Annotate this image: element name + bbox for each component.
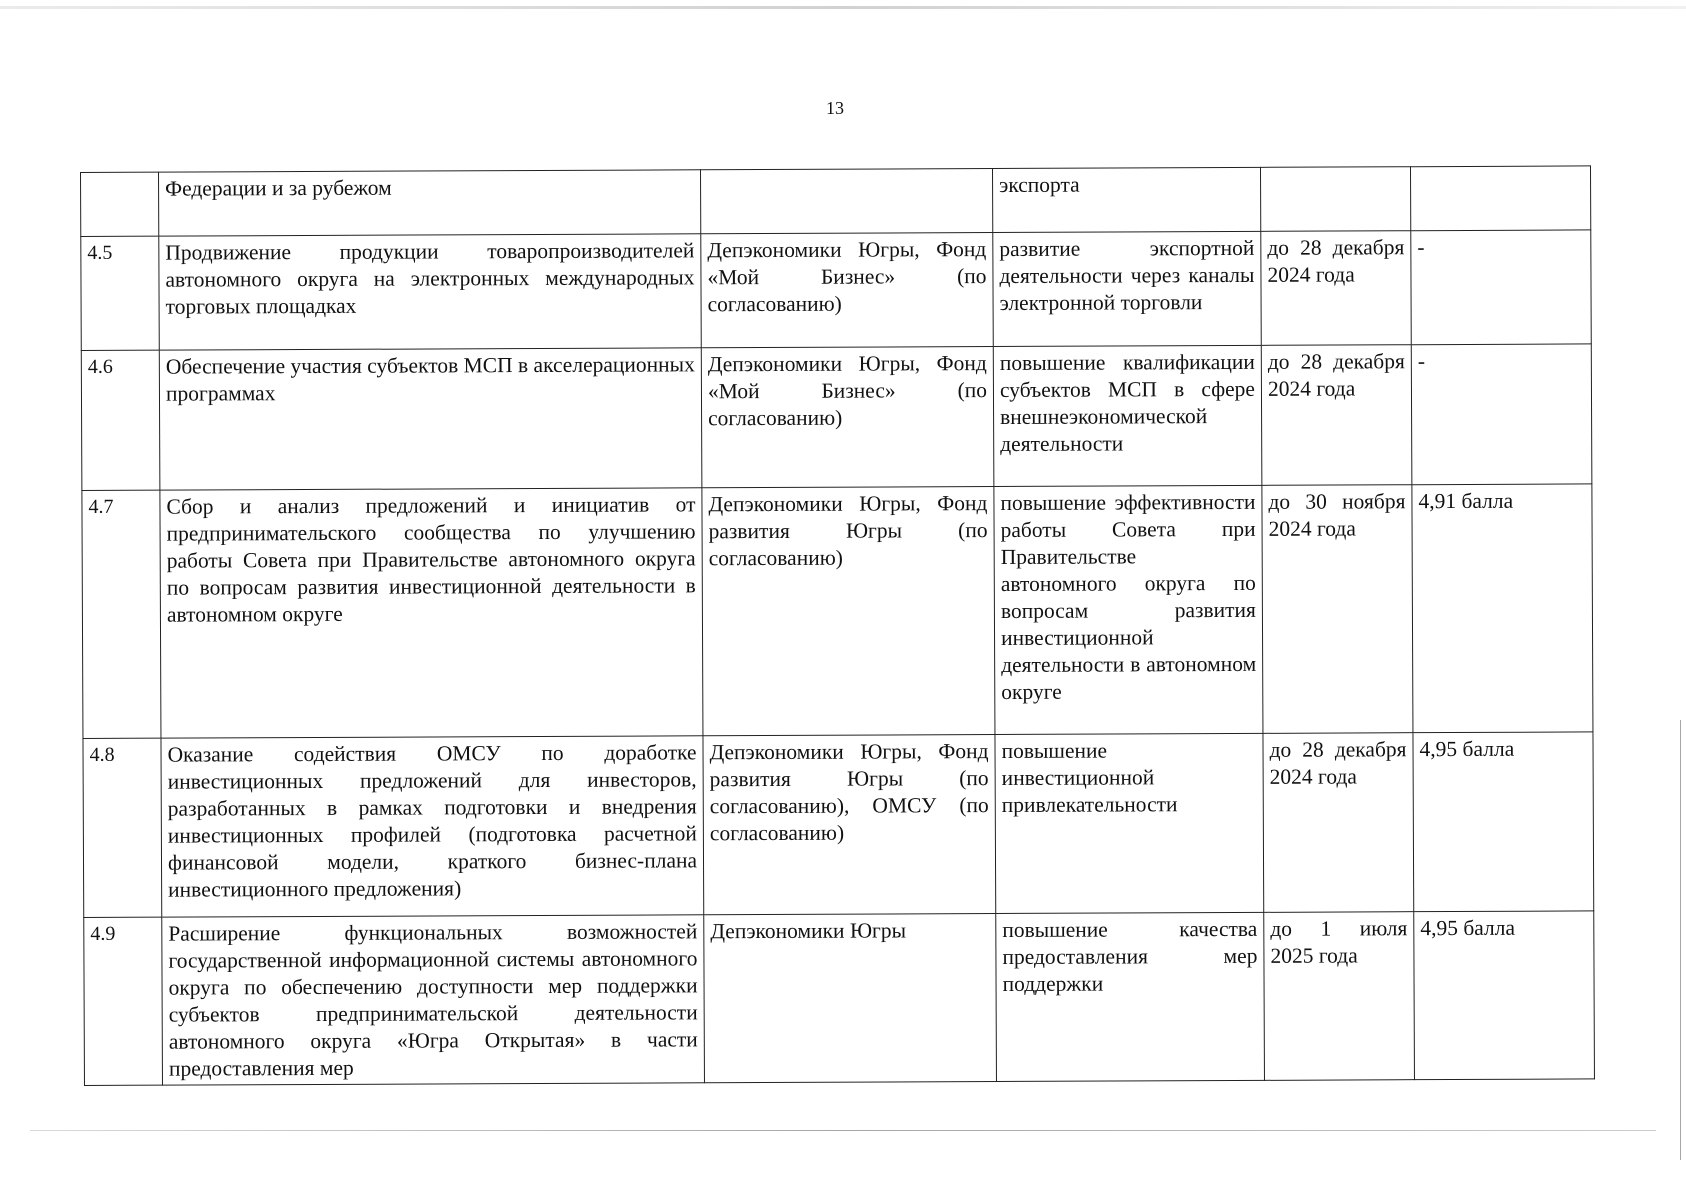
page-number: 13 [826,98,844,118]
table-row [83,732,1594,918]
cell-value: 4,95 балла [1414,911,1595,1080]
cell-measure: Оказание содействия ОМСУ по доработке инвестиционных предложений для инвесторов, разработанных в рамках подготовки и внедрения инвестиционных профилей (подготовка расчетной финансовой модели, краткого бизнес-плана инвестиционного предложения) [161,736,704,917]
cell-responsible [700,169,992,234]
cell-result: повышение эффективности работы Совета при Правительстве автономного округа по вопросам развития инвестиционной деятельности в автономном округе [994,485,1263,734]
cell-measure: Продвижение продукции товаропроизводителей автономного округа на электронных международных торговых площадках [159,234,701,350]
cell-measure: Расширение функциональных возможностей государственной информационной системы автономного округа по обеспечению доступности мер поддержки субъектов предпринимательской деятельности автономного округа «Югра Открытая» в части предоставления мер [162,915,705,1085]
cell-num: 4.9 [84,917,163,1085]
cell-deadline [1260,167,1410,232]
cell-measure: Федерации и за рубежом [159,170,701,236]
cell-responsible: Депэкономики Югры, Фонд «Мой Бизнес» (по согласованию) [701,347,994,488]
scan-edge-shadow [0,6,1686,9]
cell-deadline: до 28 декабря 2024 года [1263,733,1414,913]
cell-num: 4.7 [82,490,161,738]
cell-responsible: Депэкономики Югры, Фонд развития Югры (по согласованию) [702,487,995,736]
cell-result: повышение инвестиционной привлекательности [995,733,1264,913]
table-row [81,230,1591,351]
cell-value: - [1411,230,1591,345]
cell-result: развитие экспортной деятельности через каналы электронной торговли [993,231,1261,346]
measures-table [80,165,1595,1086]
table-row [82,484,1593,739]
scan-right-edge [1680,720,1681,1160]
table-row [81,344,1592,491]
cell-value: 4,91 балла [1412,484,1593,733]
cell-result: экспорта [992,167,1260,232]
cell-responsible: Депэкономики Югры, Фонд «Мой Бизнес» (по согласованию) [701,233,993,348]
cell-result: повышение качества предоставления мер поддержки [996,912,1265,1081]
cell-responsible: Депэкономики Югры, Фонд развития Югры (по согласованию), ОМСУ (по согласованию) [703,735,996,915]
cell-num: 4.6 [81,350,160,490]
cell-responsible: Депэкономики Югры [704,914,997,1083]
table-row [84,911,1595,1086]
cell-value: - [1411,344,1592,485]
cell-deadline: до 1 июля 2025 года [1264,912,1415,1081]
scan-bottom-rule [30,1130,1656,1131]
cell-measure: Обеспечение участия субъектов МСП в акселерационных программах [159,348,702,490]
cell-num: 4.5 [81,236,159,350]
cell-result: повышение квалификации субъектов МСП в сфере внешнеэкономической деятельности [993,345,1262,486]
cell-value [1410,166,1590,231]
cell-num [81,172,159,236]
cell-value: 4,95 балла [1413,732,1594,912]
cell-deadline: до 30 ноября 2024 года [1262,485,1413,734]
table-row-continuation [81,166,1591,237]
cell-deadline: до 28 декабря 2024 года [1261,231,1411,346]
measures-table-container [80,165,1594,1086]
cell-measure: Сбор и анализ предложений и инициатив от предпринимательского сообщества по улучшению работы Совета при Правительстве автономного округа по вопросам развития инвестиционной деятельности в автономном округе [160,488,703,738]
cell-num: 4.8 [83,738,162,917]
cell-deadline: до 28 декабря 2024 года [1261,345,1412,486]
